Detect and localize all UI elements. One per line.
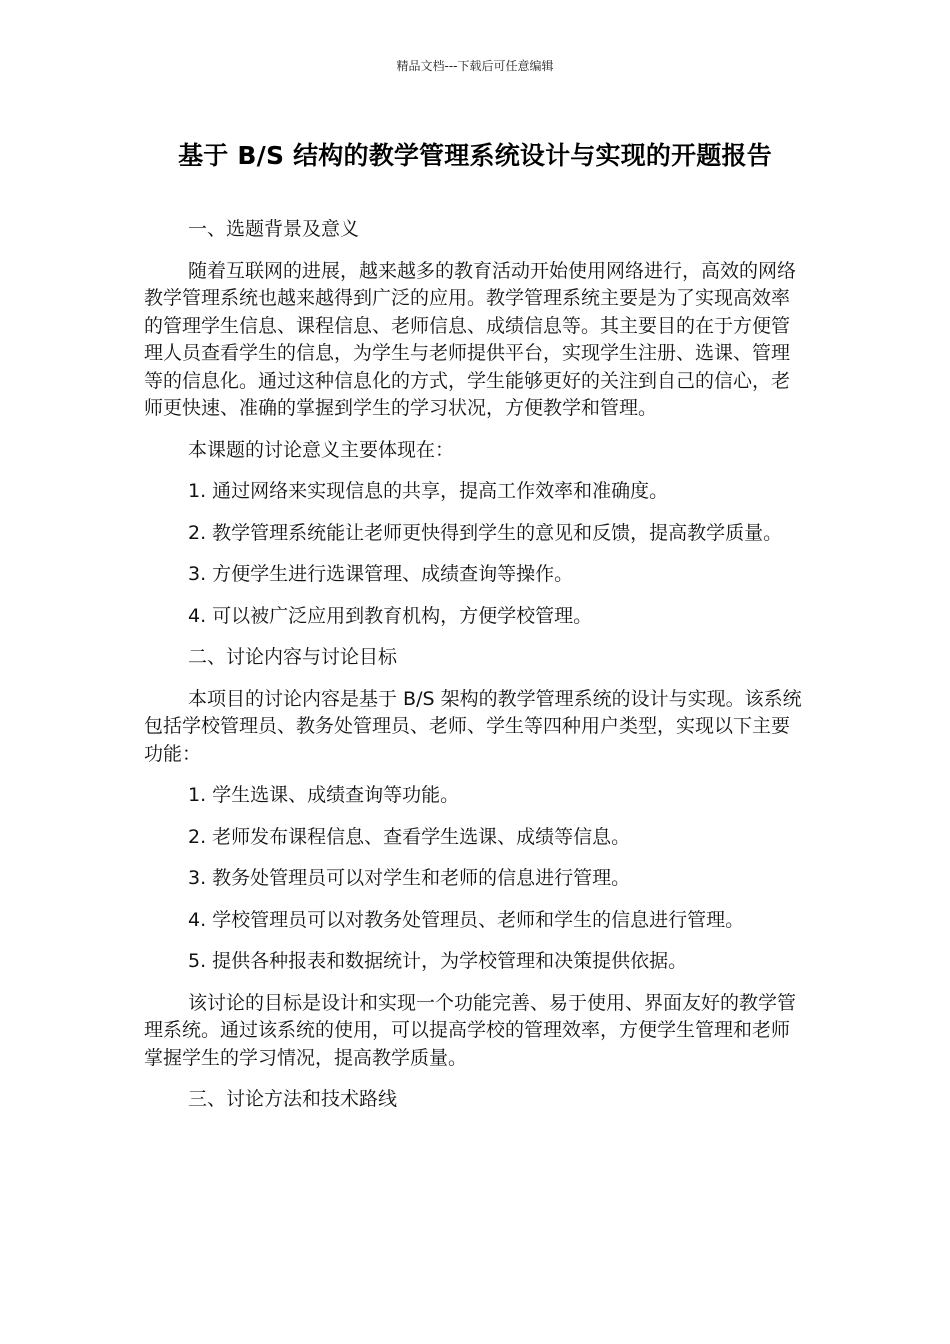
list-item-significance-4: 4. 可以被广泛应用到教育机构，方便学校管理。 [188,604,593,627]
list-item-significance-2: 2. 教学管理系统能让老师更快得到学生的意见和反馈，提高教学质量。 [188,521,783,544]
paragraph-background: 随着互联网的进展，越来越多的教育活动开始使用网络进行，高效的网络教学管理系统也越来越得到广泛的应用。教学管理系统主要是为了实现高效率的管理学生信息、课程信息、老师信息、成绩信息等。其主要目的在于方便管理人员查看学生的信息，为学生与老师提供平台，实现学生注册、选课、管理等的信息化。通过这种信息化的方式，学生能够更好的关注到自己的信心，老师更快速、准确的掌握到学生的学习状况，方便教学和管理。 [144,259,797,419]
list-item-function-4: 4. 学校管理员可以对教务处管理员、老师和学生的信息进行管理。 [188,908,745,931]
list-item-significance-3: 3. 方便学生进行选课管理、成绩查询等操作。 [188,563,574,585]
list-item-function-5: 5. 提供各种报表和数据统计，为学校管理和决策提供依据。 [188,950,688,972]
header-note: 精品文档---下载后可任意编辑 [396,59,554,73]
list-item-function-2: 2. 老师发布课程信息、查看学生选课、成绩等信息。 [188,825,631,848]
document-body [144,216,806,1128]
section-heading-1: 一、选题背景及意义 [188,218,360,240]
paragraph-research-goal: 该讨论的目标是设计和实现一个功能完善、易于使用、界面友好的教学管理系统。通过该系统的使用，可以提高学校的管理效率，方便学生管理和老师掌握学生的学习情况，提高教学质量。 [144,991,797,1069]
list-item-function-3: 3. 教务处管理员可以对学生和老师的信息进行管理。 [188,867,631,889]
list-item-function-1: 1. 学生选课、成绩查询等功能。 [188,784,460,806]
page-title: 基于 B/S 结构的教学管理系统设计与实现的开题报告 [178,141,772,170]
section-heading-3: 三、讨论方法和技术路线 [188,1088,398,1110]
section-heading-2: 二、讨论内容与讨论目标 [188,646,398,668]
paragraph-significance-intro: 本课题的讨论意义主要体现在： [188,438,455,461]
list-item-significance-1: 1. 通过网络来实现信息的共享，提高工作效率和准确度。 [188,480,669,502]
paragraph-research-content: 本项目的讨论内容是基于 B/S 架构的教学管理系统的设计与实现。该系统包括学校管理员、教务处管理员、老师、学生等四种用户类型，实现以下主要功能： [144,687,802,765]
